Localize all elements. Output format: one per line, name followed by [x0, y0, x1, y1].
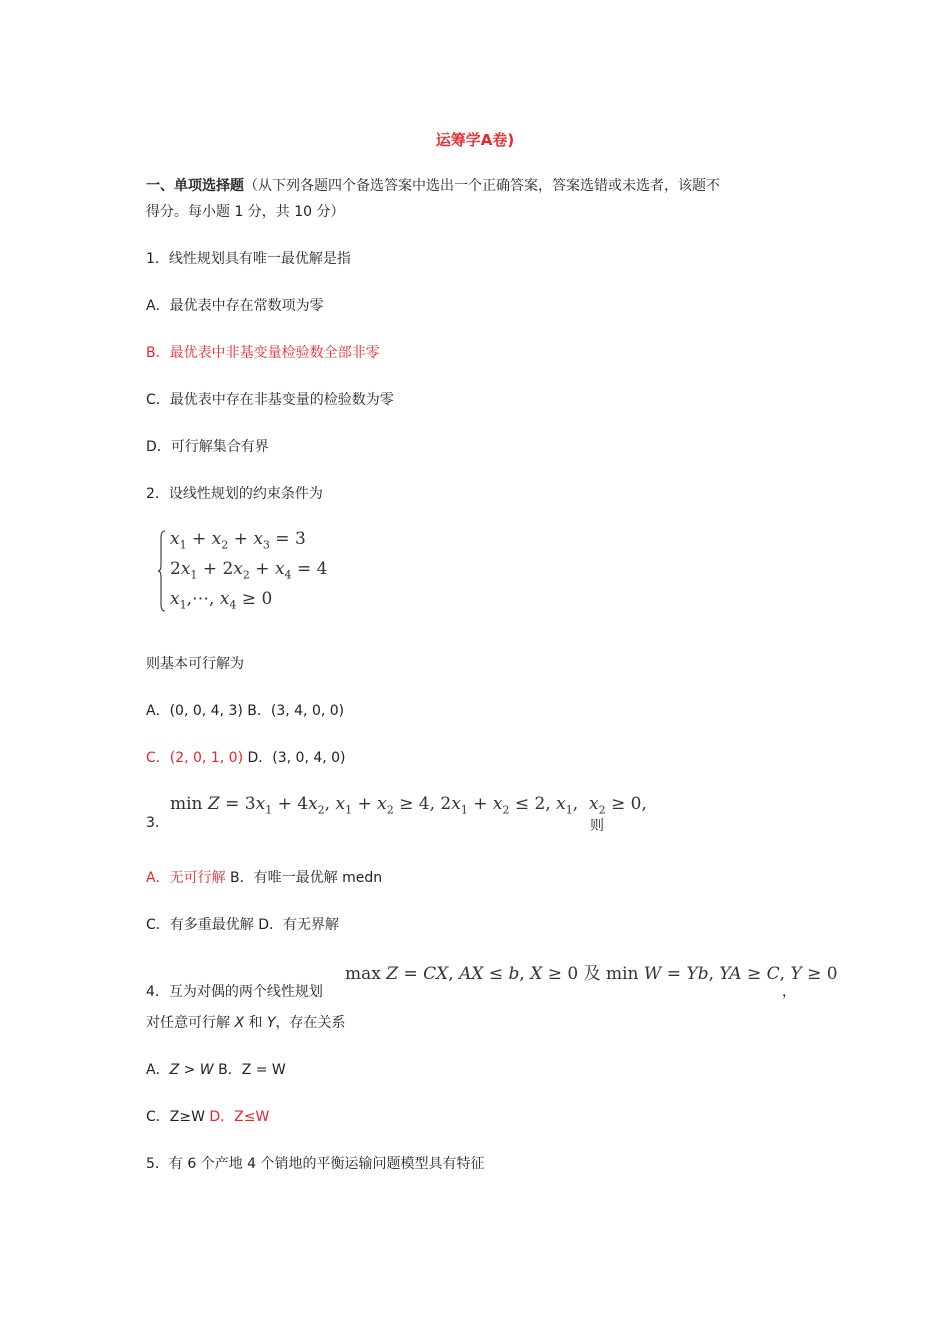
- section-instruction-line2: 得分。每小题 1 分，共 10 分）: [146, 204, 345, 220]
- page-title: 运筹学A卷): [435, 131, 515, 149]
- q4-option-c: C．Z≥W: [146, 1109, 205, 1125]
- q4-option-d: D．Z≤W: [204, 1109, 270, 1125]
- q4-stem: 4．互为对偶的两个线性规划: [146, 984, 323, 1000]
- q1-option-d: D．可行解集合有界: [146, 439, 269, 455]
- q4-option-a-prefix: A．: [146, 1062, 170, 1078]
- q4-var-x: X: [234, 1015, 245, 1031]
- left-brace-icon: [158, 530, 166, 612]
- section-instruction-line1: [146, 175, 720, 195]
- constraint-row-1: $x_1 + x_2 + x_3 = 3$: [170, 529, 306, 552]
- q4-comma: ，: [782, 984, 796, 1000]
- q1-option-a: A．最优表中存在常数项为零: [146, 298, 324, 314]
- q3-options-cd: C．有多重最优解 D．有无界解: [146, 917, 340, 933]
- q4-line2: [146, 1012, 346, 1032]
- q3-formula: $\min Z = 3x_1 + 4x_2$, $x_1 + x_2 \ge 4$, $2x_1 + x_2 \le 2$, $x_1$, $x_2 \ge 0$,: [170, 794, 647, 817]
- q4-line2-mid: 和: [244, 1015, 267, 1031]
- q4-var-y: Y: [266, 1015, 276, 1031]
- q1-option-c: C．最优表中存在非基变量的检验数为零: [146, 392, 394, 408]
- q1-stem: 1．线性规划具有唯一最优解是指: [146, 251, 351, 267]
- q3-tail: 则: [590, 818, 604, 834]
- q3-option-a: A．无可行解: [146, 870, 226, 886]
- constraint-row-2: $2x_1 + 2x_2 + x_4 = 4$: [170, 559, 328, 582]
- q4-option-a-formula: Z > W: [169, 1062, 214, 1078]
- constraint-row-3: $x_1,\cdots$, $x_4 \ge 0$: [170, 589, 273, 612]
- q3-option-b: B．有唯一最优解 medn: [225, 870, 383, 886]
- q2-options-ab: A．(0, 0, 4, 3) B．(3, 4, 0, 0): [146, 703, 345, 719]
- q2-stem: 2．设线性规划的约束条件为: [146, 486, 323, 502]
- q4-option-b: B．Z = W: [213, 1062, 286, 1078]
- q3-options-ab: [146, 867, 382, 887]
- q4-line2-pre: 对任意可行解: [146, 1015, 235, 1031]
- q3-number: 3.: [146, 815, 160, 831]
- q4-line2-post: ，存在关系: [275, 1015, 346, 1031]
- q5-stem: 5．有 6 个产地 4 个销地的平衡运输问题模型具有特征: [146, 1156, 485, 1172]
- q2-option-c: C．(2, 0, 1, 0): [146, 750, 244, 766]
- q2-follow-text: 则基本可行解为: [146, 656, 244, 672]
- instruction-text: （从下列各题四个备选答案中选出一个正确答案，答案选错或未选者，该题不: [244, 178, 720, 194]
- q4-options-ab: [146, 1059, 286, 1079]
- q1-option-b: B．最优表中非基变量检验数全部非零: [146, 345, 380, 361]
- q4-options-cd: [146, 1106, 269, 1126]
- q2-option-d: D．(3, 0, 4, 0): [243, 750, 346, 766]
- section-heading: 一、单项选择题: [146, 178, 244, 194]
- q2-options-cd: [146, 747, 346, 767]
- q4-formula: max Z = CX, AX ≤ b, X ≥ 0 及 min W = Yb, YA ≥ C, Y ≥ 0: [345, 964, 838, 984]
